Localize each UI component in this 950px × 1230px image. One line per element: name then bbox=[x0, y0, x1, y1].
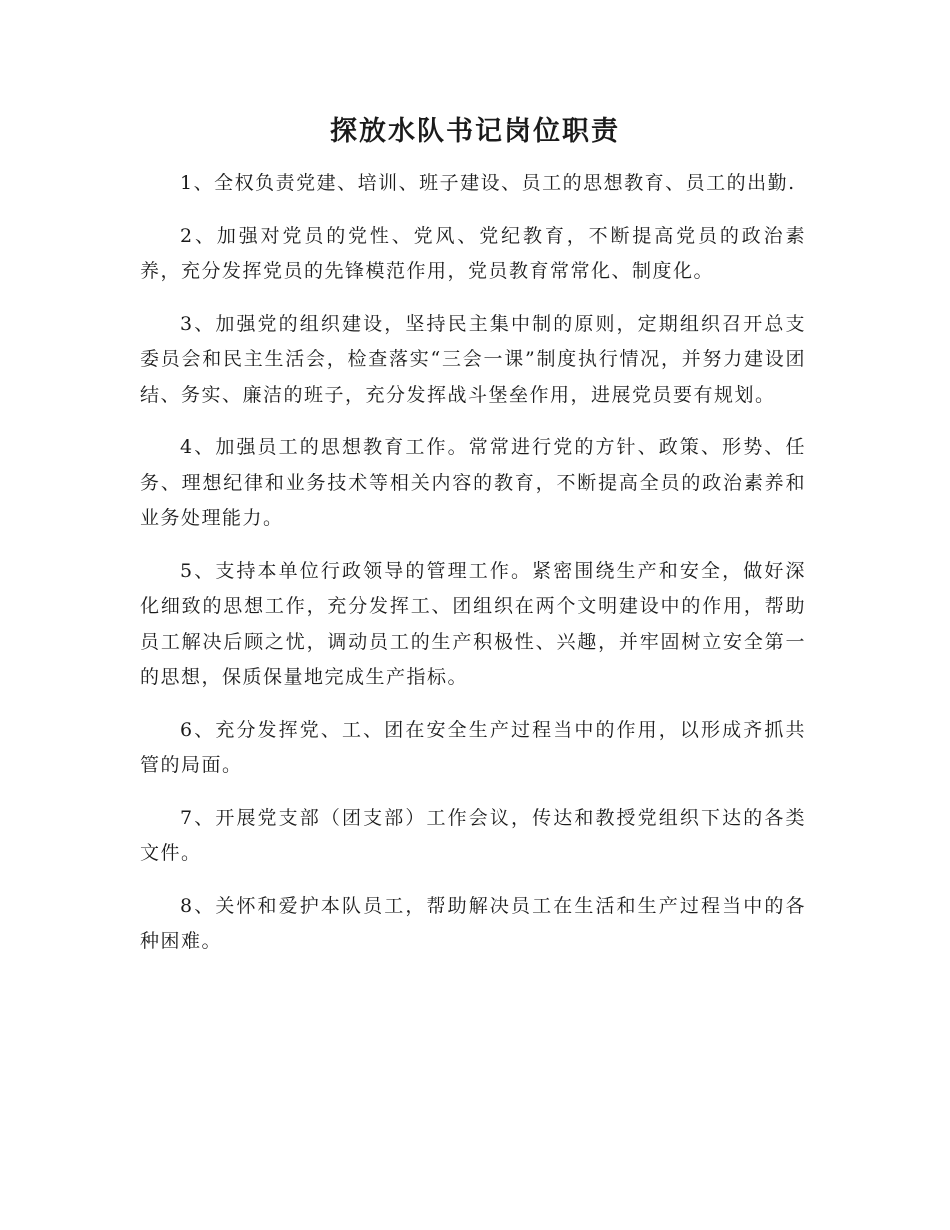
duty-paragraph-5: 5、支持本单位行政领导的管理工作。紧密围绕生产和安全，做好深化细致的思想工作，充分发挥工、团组织在两个文明建设中的作用，帮助员工解决后顾之忧，调动员工的生产积极性、兴趣，并牢固树立安全第一的思想，保质保量地完成生产指标。 bbox=[140, 559, 806, 688]
duty-paragraph-7: 7、开展党支部（团支部）工作会议，传达和教授党组织下达的各类文件。 bbox=[140, 806, 806, 864]
duty-paragraph-1: 1、全权负责党建、培训、班子建设、员工的思想教育、员工的出勤. bbox=[180, 172, 796, 194]
document-body bbox=[140, 166, 806, 977]
duty-paragraph-4: 4、加强员工的思想教育工作。常常进行党的方针、政策、形势、任务、理想纪律和业务技术等相关内容的教育，不断提高全员的政治素养和业务处理能力。 bbox=[140, 436, 806, 529]
duty-paragraph-6: 6、充分发挥党、工、团在安全生产过程当中的作用，以形成齐抓共管的局面。 bbox=[140, 718, 806, 776]
document-title: 探放水队书记岗位职责 bbox=[330, 116, 620, 147]
duty-paragraph-8: 8、关怀和爱护本队员工，帮助解决员工在生活和生产过程当中的各种困难。 bbox=[140, 894, 806, 952]
duty-paragraph-2: 2、加强对党员的党性、党风、党纪教育，不断提高党员的政治素养，充分发挥党员的先锋模范作用，党员教育常常化、制度化。 bbox=[140, 224, 806, 282]
duty-paragraph-3: 3、加强党的组织建设，坚持民主集中制的原则，定期组织召开总支委员会和民主生活会，检查落实“三会一课”制度执行情况，并努力建设团结、务实、廉洁的班子，充分发挥战斗堡垒作用，进展党员要有规划。 bbox=[140, 312, 806, 406]
